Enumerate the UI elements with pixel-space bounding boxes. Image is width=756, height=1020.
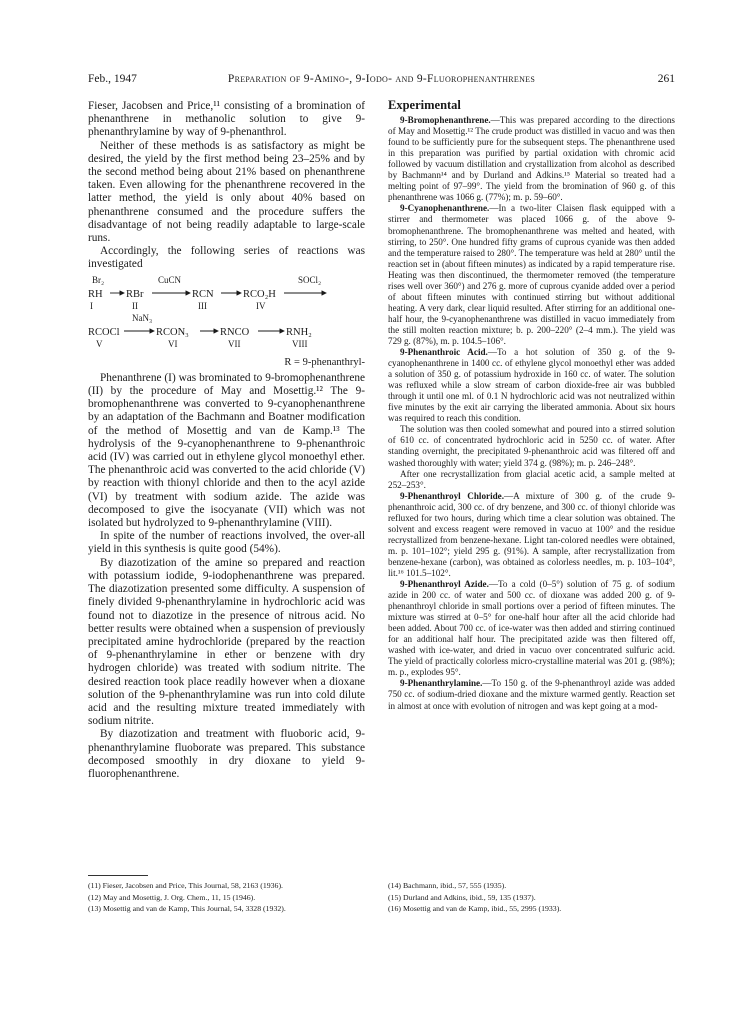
- procedure-title: 9-Phenanthrylamine.: [400, 678, 483, 689]
- procedure-title: 9-Phenanthroyl Chloride.: [400, 490, 505, 501]
- procedure-title: 9-Phenanthroic Acid.: [400, 347, 488, 358]
- page-number: 261: [657, 73, 675, 85]
- procedure-body: —In a two-liter Claisen flask equipped with a stirrer and thermometer was placed 1066 g. of the above 9-bromophenanthrene. The bromophenanthrene was melted and heated, with stirring, to 250°. One hundred fifty grams of cuprous cyanide was then added and the temperature raised to 280°. The temperature was held at 280° until the reaction set in (about fifteen minutes) as indicated by a rapid temperature rise. Heating was then discontinued, the thermometer removed (the temperature rises well over 360°) and 276 g. more of cuprous cyanide added over a period of about fifteen minutes with continued stirring but without additional heating. A very dark, clear liquid resulted. After stirring for an additional one-half hour, the 9-cyanophenanthrene was distilled in vacuo immediately from the still molten reaction mixture; b. p. 200–220° (2–4 mm.). The yield was 729 g. (87%), m. p. 104.5–106°.: [388, 203, 675, 346]
- procedure-paragraph: [388, 678, 675, 711]
- left-column: [88, 100, 365, 781]
- label-IV: IV: [256, 300, 266, 311]
- procedure-title: 9-Phenanthroyl Azide.: [400, 579, 489, 590]
- reagent-socl2: SOCl₂: [298, 274, 322, 285]
- running-header: [88, 73, 675, 87]
- compound-rh: RH: [88, 288, 103, 300]
- compound-rbr: RBr: [126, 288, 144, 300]
- compound-rco2h: RCO₂H: [243, 288, 276, 300]
- procedure-paragraph: [388, 579, 675, 678]
- header-title: Preparation of 9-Amino-, 9-Iodo- and 9-Fluorophenanthrenes: [227, 73, 536, 85]
- paragraph: By diazotization of the amine so prepared and reaction with potassium iodide, 9-iodophenanthrene was prepared. The diazotization presented some difficulty. A suspension of finely divided 9-phenanthrylamine in hydrochloric acid was found not to diazotize in the presence of nitrous acid. No better results were obtained when a suspension of previously precipitated amine hydrochloride (prepared by the reaction of 9-phenanthrylamine in ether or benzene with dry hydrogen chloride) was treated with sodium nitrite. The desired reaction took place readily however when a dioxane solution of the 9-phenanthrylamine was run into cold dilute acid and the resulting mixture treated immediately with sodium nitrite.: [88, 556, 365, 728]
- compound-rnh2: RNH₂: [286, 326, 312, 338]
- paragraph: By diazotization and treatment with fluoboric acid, 9-phenanthrylamine fluoborate was prepared. This substance decomposed smoothly in dry dioxane to yield 9-fluorophenanthrene.: [88, 728, 365, 780]
- reaction-scheme: [88, 274, 365, 352]
- label-III: III: [198, 300, 207, 311]
- paragraph: Fieser, Jacobsen and Price,¹¹ consisting of a bromination of phenanthrene in methanolic solution to give 9-phenanthrylamine by way of 9-phenanthrol.: [88, 100, 365, 139]
- paragraph: Neither of these methods is as satisfactory as might be desired, the yield by the first method being 23–25% and by the second method being about 21% based on phenanthrene taken. Even allowing for the phenanthrene recovered in the latter method, the yield is only about 40% based on phenanthrene consumed and the procedure suffers the disadvantage of not being readily adaptable to large-scale runs.: [88, 139, 365, 245]
- footnote-13: (13) Mosettig and van de Kamp, This Journal, 54, 3328 (1932).: [88, 904, 286, 913]
- procedure-title: 9-Cyanophenanthrene.: [400, 203, 490, 214]
- section-heading: Experimental: [388, 98, 461, 112]
- label-VI: VI: [168, 338, 178, 349]
- procedure-paragraph: [388, 347, 675, 424]
- footnotes-left: [88, 875, 365, 915]
- label-I: I: [90, 300, 93, 311]
- compound-rnco: RNCO: [220, 326, 250, 338]
- procedure-body: —To a hot solution of 350 g. of the 9-cyanophenanthrene in 1400 cc. of ethylene glycol monoethyl ether was added a solution of 350 g. of potassium hydroxide in 160 cc. of water. The solution was refluxed while a slow stream of carbon dioxide-free air was bubbled through it until one ml. of 0.1 N hydrochloric acid was not neutralized within five minutes by the exit air carrying the liberated ammonia. About six hours was required to reach this condition.: [388, 347, 675, 424]
- footnote-14: (14) Bachmann, ibid., 57, 555 (1935).: [388, 881, 507, 890]
- procedure-paragraph: [388, 203, 675, 347]
- label-VII: VII: [228, 338, 241, 349]
- compound-rcon3: RCON₃: [156, 326, 189, 338]
- procedure-body: —This was prepared according to the directions of May and Mosettig.¹² The crude product was distilled in vacuo and was then found to be sufficiently pure for the subsequent steps. The phenanthrene used in this preparation was purified by partial oxidation with chromic acid followed by vacuum distillation and crystallization from alcohol as described by Bachmann¹⁴ and by Durland and Adkins.¹⁵ Material so treated had a melting point of 97–99°. The yield from the bromination of 960 g. of this phenanthrene was 1066 g. (77%); m. p. 59–60°.: [388, 115, 675, 203]
- footnotes-right: [388, 875, 675, 915]
- procedure-body: —A mixture of 300 g. of the crude 9-phenanthroic acid, 300 cc. of dry benzene, and 300 cc. of thionyl chloride was refluxed for two hours, during which time a clear solution was obtained. The solvent and excess reagent were removed in vacuo at 100° and the residue recrystallized from benzene-hexane. Light tan-colored needles were obtained, m. p. 101–102°; yield 295 g. (91%). A sample, after recrystallization from benzene-hexane (carbon), was obtained as colorless needles, m. p. 103–104°, lit.¹⁶ 101.5–102°.: [388, 490, 675, 578]
- footnote-11: (11) Fieser, Jacobsen and Price, This Journal, 58, 2163 (1936).: [88, 881, 284, 890]
- procedure-paragraph: The solution was then cooled somewhat and poured into a stirred solution of 610 cc. of concentrated hydrochloric acid in 5250 cc. of water. After standing overnight, the precipitated 9-phenanthroic acid was filtered off and washed thoroughly with water; yield 374 g. (98%); m. p. 246–248°.: [388, 424, 675, 468]
- label-V: V: [96, 338, 103, 349]
- label-VIII: VIII: [292, 338, 308, 349]
- label-II: II: [132, 300, 138, 311]
- footnote-rule: [88, 875, 148, 876]
- procedure-body: —To a cold (0–5°) solution of 75 g. of sodium azide in 200 cc. of water and 500 cc. of dioxane was added 200 g. of 9-phenanthroyl chloride in small portions over a period of fifteen minutes. The mixture was stirred at 0–5° for one-half hour after all the acid chloride had been added. About 700 cc. of ice-water was then added and stirring continued for an additional half hour. The precipitated azide was then filtered off, washed with ice-water, and dried in vacuo over concentrated sulfuric acid. The yield of practically colorless micro-crystalline material was 201 g. (98%); m. p., explodes 95°.: [388, 579, 676, 678]
- paragraph: Accordingly, the following series of reactions was investigated: [88, 245, 365, 271]
- right-column: [388, 100, 675, 712]
- procedure-title: 9-Bromophenanthrene.: [400, 115, 491, 126]
- paragraph: Phenanthrene (I) was brominated to 9-bromophenanthrene (II) by the procedure of May and Mosettig.¹² The 9-bromophenanthrene was converted to 9-cyanophenanthrene by an adaptation of the Bachmann and Boatner modification of the method of Mosettig and van de Kamp.¹³ The hydrolysis of the 9-cyanophenanthrene to 9-phenanthroic acid (IV) was carried out in ethylene glycol monoethyl ether. The phenanthroic acid was converted to the acid chloride (V) by reaction with thionyl chloride and then to the acyl azide (VI) by treatment with sodium azide. The azide was decomposed to give the isocyanate (VII) which was not isolated but hydrolyzed to 9-phenanthrylamine (VIII).: [88, 371, 365, 530]
- procedure-paragraph: After one recrystallization from glacial acetic acid, a sample melted at 252–253°.: [388, 468, 675, 490]
- reagent-cucn: CuCN: [158, 274, 182, 285]
- footnote-12: (12) May and Mosettig, J. Org. Chem., 11, 15 (1946).: [88, 892, 256, 902]
- r-definition: R = 9-phenanthryl-: [284, 356, 365, 368]
- reagent-nan3: NaN₃: [132, 312, 153, 323]
- paragraph: In spite of the number of reactions involved, the over-all yield in this synthesis is quite good (54%).: [88, 530, 365, 556]
- header-date: Feb., 1947: [88, 73, 137, 85]
- reaction-scheme-svg: [88, 274, 365, 352]
- footnote-15: (15) Durland and Adkins, ibid., 59, 135 (1937).: [388, 892, 536, 902]
- procedure-paragraph: [388, 491, 675, 579]
- compound-rcocl: RCOCl: [88, 326, 120, 338]
- procedure-paragraph: [388, 115, 675, 203]
- compound-rcn: RCN: [192, 288, 214, 300]
- reagent-br2: Br₂: [92, 274, 105, 285]
- footnote-16: (16) Mosettig and van de Kamp, ibid., 55, 2995 (1933).: [388, 904, 562, 913]
- procedure-body: —To 150 g. of the 9-phenanthroyl azide was added 750 cc. of sodium-dried dioxane and the mixture warmed gently. Reaction set in almost at once with evolution of nitrogen and was kept going at a mod-: [388, 678, 675, 711]
